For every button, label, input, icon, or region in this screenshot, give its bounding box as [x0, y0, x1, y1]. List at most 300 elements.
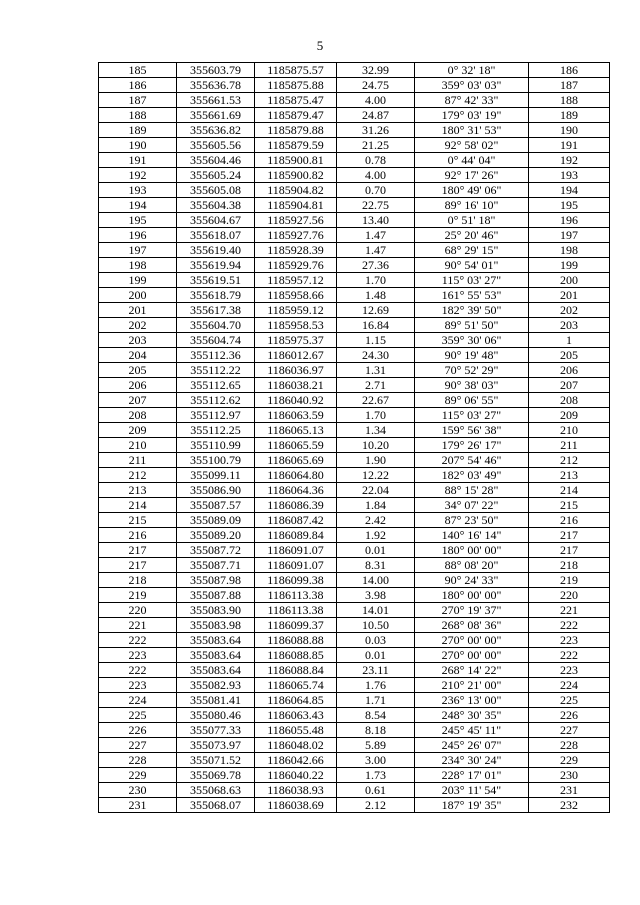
- next-point-cell: 192: [529, 153, 610, 168]
- x-coordinate-cell: 355604.74: [177, 333, 255, 348]
- table-row: [99, 573, 610, 588]
- point-number-cell: 214: [99, 498, 177, 513]
- x-coordinate-cell: 355618.07: [177, 228, 255, 243]
- y-coordinate-cell: 1186088.84: [255, 663, 337, 678]
- x-coordinate-cell: 355636.78: [177, 78, 255, 93]
- y-coordinate-cell: 1185900.82: [255, 168, 337, 183]
- next-point-cell: 210: [529, 423, 610, 438]
- distance-cell: 0.70: [337, 183, 415, 198]
- point-number-cell: 224: [99, 693, 177, 708]
- next-point-cell: 193: [529, 168, 610, 183]
- point-number-cell: 201: [99, 303, 177, 318]
- next-point-cell: 223: [529, 663, 610, 678]
- bearing-cell: 88° 15' 28": [415, 483, 529, 498]
- bearing-cell: 245° 45' 11": [415, 723, 529, 738]
- bearing-cell: 89° 51' 50": [415, 318, 529, 333]
- distance-cell: 1.70: [337, 273, 415, 288]
- bearing-cell: 87° 42' 33": [415, 93, 529, 108]
- y-coordinate-cell: 1185927.76: [255, 228, 337, 243]
- table-row: [99, 693, 610, 708]
- next-point-cell: 222: [529, 648, 610, 663]
- x-coordinate-cell: 355068.07: [177, 798, 255, 813]
- next-point-cell: 207: [529, 378, 610, 393]
- next-point-cell: 191: [529, 138, 610, 153]
- x-coordinate-cell: 355080.46: [177, 708, 255, 723]
- point-number-cell: 230: [99, 783, 177, 798]
- next-point-cell: 223: [529, 633, 610, 648]
- y-coordinate-cell: 1186065.69: [255, 453, 337, 468]
- bearing-cell: 182° 39' 50": [415, 303, 529, 318]
- next-point-cell: 203: [529, 318, 610, 333]
- coordinates-table: [98, 62, 610, 813]
- table-row: [99, 213, 610, 228]
- x-coordinate-cell: 355661.53: [177, 93, 255, 108]
- next-point-cell: 232: [529, 798, 610, 813]
- distance-cell: 21.25: [337, 138, 415, 153]
- y-coordinate-cell: 1186063.43: [255, 708, 337, 723]
- next-point-cell: 226: [529, 708, 610, 723]
- table-row: [99, 138, 610, 153]
- distance-cell: 1.90: [337, 453, 415, 468]
- x-coordinate-cell: 355603.79: [177, 63, 255, 78]
- bearing-cell: 359° 03' 03": [415, 78, 529, 93]
- bearing-cell: 179° 03' 19": [415, 108, 529, 123]
- y-coordinate-cell: 1186012.67: [255, 348, 337, 363]
- next-point-cell: 186: [529, 63, 610, 78]
- y-coordinate-cell: 1185904.82: [255, 183, 337, 198]
- distance-cell: 14.00: [337, 573, 415, 588]
- distance-cell: 0.01: [337, 543, 415, 558]
- y-coordinate-cell: 1186038.21: [255, 378, 337, 393]
- table-row: [99, 558, 610, 573]
- point-number-cell: 209: [99, 423, 177, 438]
- y-coordinate-cell: 1186088.88: [255, 633, 337, 648]
- y-coordinate-cell: 1186099.38: [255, 573, 337, 588]
- x-coordinate-cell: 355083.64: [177, 633, 255, 648]
- bearing-cell: 270° 00' 00": [415, 648, 529, 663]
- distance-cell: 22.75: [337, 198, 415, 213]
- y-coordinate-cell: 1186048.02: [255, 738, 337, 753]
- bearing-cell: 245° 26' 07": [415, 738, 529, 753]
- point-number-cell: 223: [99, 678, 177, 693]
- distance-cell: 8.31: [337, 558, 415, 573]
- table-row: [99, 798, 610, 813]
- y-coordinate-cell: 1186088.85: [255, 648, 337, 663]
- x-coordinate-cell: 355083.98: [177, 618, 255, 633]
- x-coordinate-cell: 355083.64: [177, 663, 255, 678]
- point-number-cell: 187: [99, 93, 177, 108]
- coordinates-table-body: [99, 63, 610, 813]
- bearing-cell: 34° 07' 22": [415, 498, 529, 513]
- next-point-cell: 218: [529, 558, 610, 573]
- bearing-cell: 90° 19' 48": [415, 348, 529, 363]
- x-coordinate-cell: 355604.38: [177, 198, 255, 213]
- x-coordinate-cell: 355604.46: [177, 153, 255, 168]
- y-coordinate-cell: 1185929.76: [255, 258, 337, 273]
- point-number-cell: 186: [99, 78, 177, 93]
- x-coordinate-cell: 355073.97: [177, 738, 255, 753]
- x-coordinate-cell: 355082.93: [177, 678, 255, 693]
- y-coordinate-cell: 1186063.59: [255, 408, 337, 423]
- point-number-cell: 196: [99, 228, 177, 243]
- bearing-cell: 89° 16' 10": [415, 198, 529, 213]
- bearing-cell: 115° 03' 27": [415, 273, 529, 288]
- x-coordinate-cell: 355089.09: [177, 513, 255, 528]
- distance-cell: 12.69: [337, 303, 415, 318]
- bearing-cell: 90° 38' 03": [415, 378, 529, 393]
- y-coordinate-cell: 1185975.37: [255, 333, 337, 348]
- bearing-cell: 115° 03' 27": [415, 408, 529, 423]
- table-row: [99, 513, 610, 528]
- x-coordinate-cell: 355618.79: [177, 288, 255, 303]
- bearing-cell: 179° 26' 17": [415, 438, 529, 453]
- x-coordinate-cell: 355083.64: [177, 648, 255, 663]
- point-number-cell: 189: [99, 123, 177, 138]
- point-number-cell: 215: [99, 513, 177, 528]
- x-coordinate-cell: 355071.52: [177, 753, 255, 768]
- table-row: [99, 123, 610, 138]
- y-coordinate-cell: 1185927.56: [255, 213, 337, 228]
- point-number-cell: 190: [99, 138, 177, 153]
- next-point-cell: 227: [529, 723, 610, 738]
- next-point-cell: 215: [529, 498, 610, 513]
- distance-cell: 4.00: [337, 93, 415, 108]
- point-number-cell: 212: [99, 468, 177, 483]
- x-coordinate-cell: 355619.94: [177, 258, 255, 273]
- distance-cell: 3.00: [337, 753, 415, 768]
- bearing-cell: 268° 08' 36": [415, 618, 529, 633]
- x-coordinate-cell: 355605.56: [177, 138, 255, 153]
- distance-cell: 2.12: [337, 798, 415, 813]
- point-number-cell: 202: [99, 318, 177, 333]
- x-coordinate-cell: 355069.78: [177, 768, 255, 783]
- distance-cell: 4.00: [337, 168, 415, 183]
- next-point-cell: 202: [529, 303, 610, 318]
- x-coordinate-cell: 355087.98: [177, 573, 255, 588]
- next-point-cell: 214: [529, 483, 610, 498]
- y-coordinate-cell: 1185900.81: [255, 153, 337, 168]
- bearing-cell: 0° 51' 18": [415, 213, 529, 228]
- distance-cell: 1.73: [337, 768, 415, 783]
- y-coordinate-cell: 1186055.48: [255, 723, 337, 738]
- next-point-cell: 216: [529, 513, 610, 528]
- distance-cell: 12.22: [337, 468, 415, 483]
- point-number-cell: 227: [99, 738, 177, 753]
- next-point-cell: 230: [529, 768, 610, 783]
- table-row: [99, 333, 610, 348]
- bearing-cell: 203° 11' 54": [415, 783, 529, 798]
- next-point-cell: 217: [529, 528, 610, 543]
- y-coordinate-cell: 1185928.39: [255, 243, 337, 258]
- x-coordinate-cell: 355619.51: [177, 273, 255, 288]
- table-row: [99, 543, 610, 558]
- point-number-cell: 193: [99, 183, 177, 198]
- x-coordinate-cell: 355077.33: [177, 723, 255, 738]
- y-coordinate-cell: 1185904.81: [255, 198, 337, 213]
- bearing-cell: 207° 54' 46": [415, 453, 529, 468]
- x-coordinate-cell: 355112.97: [177, 408, 255, 423]
- distance-cell: 1.84: [337, 498, 415, 513]
- y-coordinate-cell: 1186099.37: [255, 618, 337, 633]
- distance-cell: 0.78: [337, 153, 415, 168]
- point-number-cell: 213: [99, 483, 177, 498]
- point-number-cell: 205: [99, 363, 177, 378]
- distance-cell: 10.50: [337, 618, 415, 633]
- next-point-cell: 213: [529, 468, 610, 483]
- distance-cell: 10.20: [337, 438, 415, 453]
- point-number-cell: 211: [99, 453, 177, 468]
- bearing-cell: 270° 19' 37": [415, 603, 529, 618]
- next-point-cell: 198: [529, 243, 610, 258]
- y-coordinate-cell: 1186086.39: [255, 498, 337, 513]
- point-number-cell: 197: [99, 243, 177, 258]
- distance-cell: 13.40: [337, 213, 415, 228]
- point-number-cell: 219: [99, 588, 177, 603]
- y-coordinate-cell: 1186038.69: [255, 798, 337, 813]
- distance-cell: 32.99: [337, 63, 415, 78]
- point-number-cell: 191: [99, 153, 177, 168]
- next-point-cell: 1: [529, 333, 610, 348]
- bearing-cell: 268° 14' 22": [415, 663, 529, 678]
- distance-cell: 0.01: [337, 648, 415, 663]
- bearing-cell: 89° 06' 55": [415, 393, 529, 408]
- table-row: [99, 723, 610, 738]
- next-point-cell: 205: [529, 348, 610, 363]
- table-row: [99, 603, 610, 618]
- point-number-cell: 199: [99, 273, 177, 288]
- distance-cell: 16.84: [337, 318, 415, 333]
- distance-cell: 1.92: [337, 528, 415, 543]
- distance-cell: 0.03: [337, 633, 415, 648]
- table-row: [99, 153, 610, 168]
- table-row: [99, 783, 610, 798]
- next-point-cell: 194: [529, 183, 610, 198]
- next-point-cell: 221: [529, 603, 610, 618]
- page-number: 5: [316, 38, 324, 53]
- point-number-cell: 220: [99, 603, 177, 618]
- point-number-cell: 204: [99, 348, 177, 363]
- bearing-cell: 270° 00' 00": [415, 633, 529, 648]
- distance-cell: 8.54: [337, 708, 415, 723]
- bearing-cell: 187° 19' 35": [415, 798, 529, 813]
- point-number-cell: 203: [99, 333, 177, 348]
- point-number-cell: 217: [99, 558, 177, 573]
- next-point-cell: 187: [529, 78, 610, 93]
- point-number-cell: 210: [99, 438, 177, 453]
- y-coordinate-cell: 1186113.38: [255, 588, 337, 603]
- next-point-cell: 208: [529, 393, 610, 408]
- point-number-cell: 228: [99, 753, 177, 768]
- point-number-cell: 192: [99, 168, 177, 183]
- bearing-cell: 70° 52' 29": [415, 363, 529, 378]
- point-number-cell: 225: [99, 708, 177, 723]
- x-coordinate-cell: 355112.62: [177, 393, 255, 408]
- x-coordinate-cell: 355081.41: [177, 693, 255, 708]
- table-row: [99, 318, 610, 333]
- table-row: [99, 618, 610, 633]
- table-row: [99, 663, 610, 678]
- next-point-cell: 190: [529, 123, 610, 138]
- x-coordinate-cell: 355617.38: [177, 303, 255, 318]
- x-coordinate-cell: 355068.63: [177, 783, 255, 798]
- distance-cell: 1.31: [337, 363, 415, 378]
- point-number-cell: 216: [99, 528, 177, 543]
- x-coordinate-cell: 355112.25: [177, 423, 255, 438]
- distance-cell: 1.34: [337, 423, 415, 438]
- y-coordinate-cell: 1186091.07: [255, 543, 337, 558]
- distance-cell: 1.70: [337, 408, 415, 423]
- x-coordinate-cell: 355087.72: [177, 543, 255, 558]
- distance-cell: 22.67: [337, 393, 415, 408]
- point-number-cell: 198: [99, 258, 177, 273]
- point-number-cell: 188: [99, 108, 177, 123]
- x-coordinate-cell: 355112.36: [177, 348, 255, 363]
- y-coordinate-cell: 1185879.59: [255, 138, 337, 153]
- y-coordinate-cell: 1185957.12: [255, 273, 337, 288]
- table-row: [99, 438, 610, 453]
- table-row: [99, 393, 610, 408]
- y-coordinate-cell: 1185958.66: [255, 288, 337, 303]
- point-number-cell: 223: [99, 648, 177, 663]
- point-number-cell: 208: [99, 408, 177, 423]
- x-coordinate-cell: 355099.11: [177, 468, 255, 483]
- bearing-cell: 180° 31' 53": [415, 123, 529, 138]
- point-number-cell: 217: [99, 543, 177, 558]
- bearing-cell: 180° 00' 00": [415, 543, 529, 558]
- next-point-cell: 217: [529, 543, 610, 558]
- y-coordinate-cell: 1185875.57: [255, 63, 337, 78]
- table-row: [99, 78, 610, 93]
- x-coordinate-cell: 355604.67: [177, 213, 255, 228]
- next-point-cell: 199: [529, 258, 610, 273]
- y-coordinate-cell: 1186064.80: [255, 468, 337, 483]
- table-row: [99, 243, 610, 258]
- bearing-cell: 234° 30' 24": [415, 753, 529, 768]
- distance-cell: 1.47: [337, 243, 415, 258]
- y-coordinate-cell: 1186065.74: [255, 678, 337, 693]
- table-row: [99, 468, 610, 483]
- y-coordinate-cell: 1186065.13: [255, 423, 337, 438]
- table-row: [99, 588, 610, 603]
- x-coordinate-cell: 355087.71: [177, 558, 255, 573]
- next-point-cell: 200: [529, 273, 610, 288]
- distance-cell: 24.30: [337, 348, 415, 363]
- x-coordinate-cell: 355112.65: [177, 378, 255, 393]
- next-point-cell: 206: [529, 363, 610, 378]
- next-point-cell: 229: [529, 753, 610, 768]
- distance-cell: 1.48: [337, 288, 415, 303]
- x-coordinate-cell: 355605.08: [177, 183, 255, 198]
- bearing-cell: 88° 08' 20": [415, 558, 529, 573]
- y-coordinate-cell: 1185875.88: [255, 78, 337, 93]
- distance-cell: 1.15: [337, 333, 415, 348]
- next-point-cell: 188: [529, 93, 610, 108]
- table-row: [99, 348, 610, 363]
- next-point-cell: 220: [529, 588, 610, 603]
- next-point-cell: 211: [529, 438, 610, 453]
- table-row: [99, 198, 610, 213]
- distance-cell: 5.89: [337, 738, 415, 753]
- point-number-cell: 222: [99, 663, 177, 678]
- distance-cell: 1.47: [337, 228, 415, 243]
- x-coordinate-cell: 355110.99: [177, 438, 255, 453]
- point-number-cell: 194: [99, 198, 177, 213]
- point-number-cell: 222: [99, 633, 177, 648]
- distance-cell: 24.75: [337, 78, 415, 93]
- next-point-cell: 219: [529, 573, 610, 588]
- point-number-cell: 229: [99, 768, 177, 783]
- y-coordinate-cell: 1186064.85: [255, 693, 337, 708]
- point-number-cell: 231: [99, 798, 177, 813]
- bearing-cell: 210° 21' 00": [415, 678, 529, 693]
- distance-cell: 8.18: [337, 723, 415, 738]
- x-coordinate-cell: 355619.40: [177, 243, 255, 258]
- next-point-cell: 222: [529, 618, 610, 633]
- table-row: [99, 273, 610, 288]
- table-row: [99, 258, 610, 273]
- table-row: [99, 483, 610, 498]
- table-row: [99, 183, 610, 198]
- point-number-cell: 195: [99, 213, 177, 228]
- x-coordinate-cell: 355083.90: [177, 603, 255, 618]
- distance-cell: 31.26: [337, 123, 415, 138]
- y-coordinate-cell: 1186087.42: [255, 513, 337, 528]
- distance-cell: 23.11: [337, 663, 415, 678]
- y-coordinate-cell: 1186038.93: [255, 783, 337, 798]
- bearing-cell: 140° 16' 14": [415, 528, 529, 543]
- bearing-cell: 161° 55' 53": [415, 288, 529, 303]
- next-point-cell: 228: [529, 738, 610, 753]
- bearing-cell: 90° 24' 33": [415, 573, 529, 588]
- y-coordinate-cell: 1185879.88: [255, 123, 337, 138]
- bearing-cell: 180° 00' 00": [415, 588, 529, 603]
- point-number-cell: 206: [99, 378, 177, 393]
- bearing-cell: 87° 23' 50": [415, 513, 529, 528]
- table-row: [99, 93, 610, 108]
- table-row: [99, 453, 610, 468]
- bearing-cell: 159° 56' 38": [415, 423, 529, 438]
- next-point-cell: 201: [529, 288, 610, 303]
- bearing-cell: 182° 03' 49": [415, 468, 529, 483]
- bearing-cell: 68° 29' 15": [415, 243, 529, 258]
- bearing-cell: 359° 30' 06": [415, 333, 529, 348]
- table-row: [99, 378, 610, 393]
- x-coordinate-cell: 355087.57: [177, 498, 255, 513]
- bearing-cell: 92° 17' 26": [415, 168, 529, 183]
- x-coordinate-cell: 355100.79: [177, 453, 255, 468]
- y-coordinate-cell: 1186091.07: [255, 558, 337, 573]
- point-number-cell: 226: [99, 723, 177, 738]
- point-number-cell: 207: [99, 393, 177, 408]
- point-number-cell: 221: [99, 618, 177, 633]
- y-coordinate-cell: 1186065.59: [255, 438, 337, 453]
- y-coordinate-cell: 1186036.97: [255, 363, 337, 378]
- point-number-cell: 185: [99, 63, 177, 78]
- y-coordinate-cell: 1185875.47: [255, 93, 337, 108]
- next-point-cell: 225: [529, 693, 610, 708]
- point-number-cell: 200: [99, 288, 177, 303]
- table-row: [99, 768, 610, 783]
- x-coordinate-cell: 355605.24: [177, 168, 255, 183]
- next-point-cell: 231: [529, 783, 610, 798]
- bearing-cell: 228° 17' 01": [415, 768, 529, 783]
- y-coordinate-cell: 1186064.36: [255, 483, 337, 498]
- bearing-cell: 180° 49' 06": [415, 183, 529, 198]
- y-coordinate-cell: 1186042.66: [255, 753, 337, 768]
- bearing-cell: 0° 44' 04": [415, 153, 529, 168]
- distance-cell: 3.98: [337, 588, 415, 603]
- x-coordinate-cell: 355086.90: [177, 483, 255, 498]
